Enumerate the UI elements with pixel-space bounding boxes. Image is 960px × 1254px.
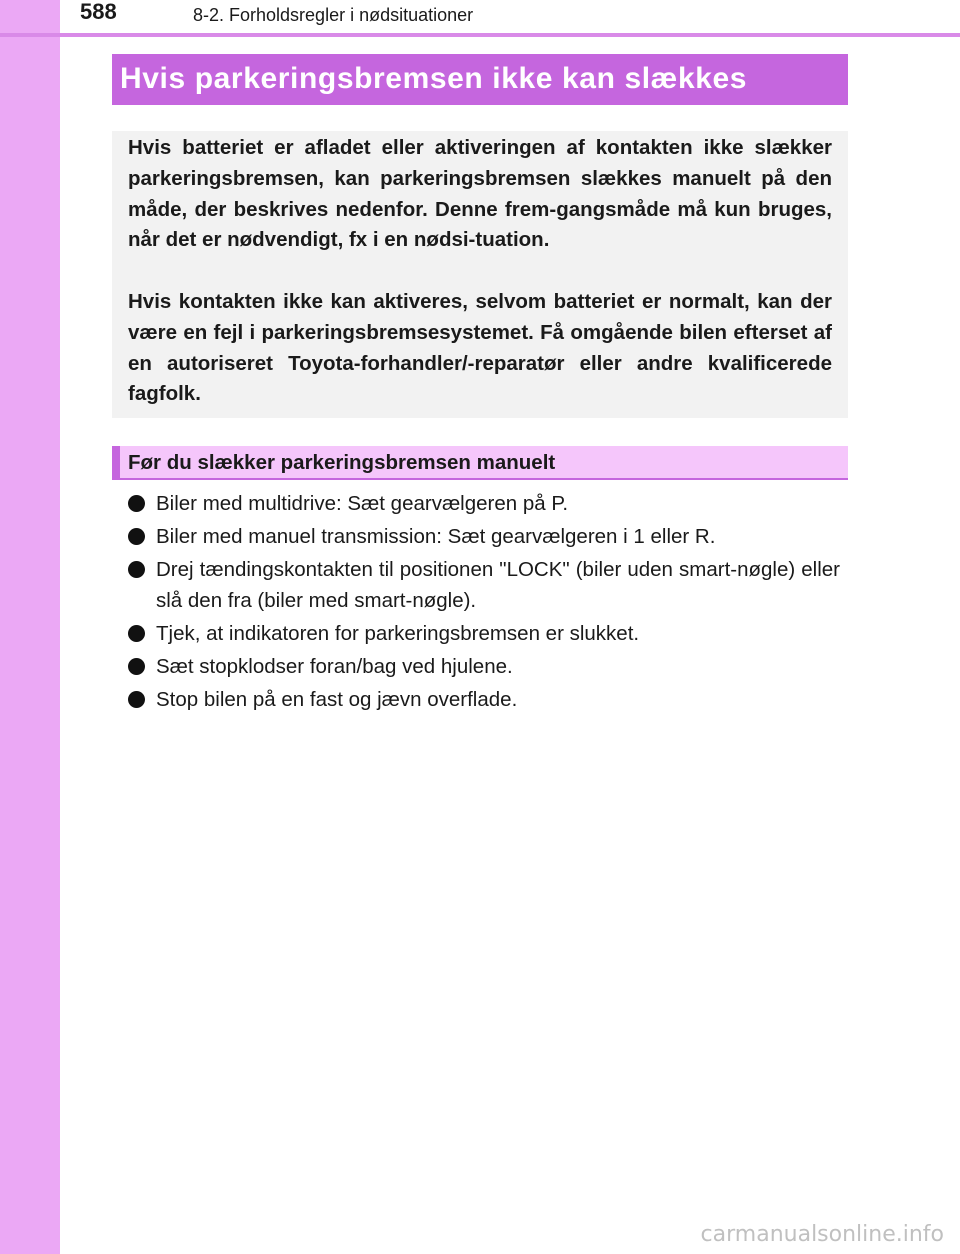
watermark: carmanualsonline.info	[700, 1222, 944, 1247]
list-item	[128, 651, 840, 682]
bullet-icon	[128, 691, 145, 708]
header-rule	[0, 33, 960, 37]
list-item	[128, 521, 840, 552]
intro-paragraph-1: Hvis batteriet er afladet eller aktiveringen af kontakten ikke slækker parkeringsbremsen, kan parkeringsbremsen slækkes manuelt på den måde, der beskrives nedenfor. Denne frem-gangsmåde må kun bruges, når det er nødvendigt, fx i en nødsi-tuation.	[128, 136, 832, 252]
list-item-text: Stop bilen på en fast og jævn overflade.	[156, 688, 518, 711]
list-item	[128, 554, 840, 616]
list-item-text: Biler med multidrive: Sæt gearvælgeren på P.	[156, 492, 569, 515]
side-color-band	[0, 0, 60, 1254]
bullet-icon	[128, 658, 145, 675]
list-item-text: Tjek, at indikatoren for parkeringsbremsen er slukket.	[156, 622, 640, 645]
intro-paragraph-2: Hvis kontakten ikke kan aktiveres, selvom batteriet er normalt, kan der være en fejl i parkeringsbremsesystemet. Få omgående bilen efterset af en autoriseret Toyota-forhandler/-reparatør eller andre kvalificerede fagfolk.	[128, 290, 832, 406]
subheading-text: Før du slækker parkeringsbremsen manuelt	[128, 451, 556, 474]
list-item	[128, 488, 840, 519]
section-title: 8-2. Forholdsregler i nødsituationer	[193, 5, 474, 25]
bullet-icon	[128, 495, 145, 512]
title-bar	[112, 54, 848, 105]
list-item	[128, 618, 840, 649]
bullet-icon	[128, 528, 145, 545]
list-item-text: Sæt stopklodser foran/bag ved hjulene.	[156, 655, 513, 678]
list-item	[128, 684, 840, 715]
subheading-bar	[112, 446, 848, 480]
page-title: Hvis parkeringsbremsen ikke kan slækkes	[120, 62, 748, 95]
bullet-icon	[128, 561, 145, 578]
page-number: 588	[80, 0, 117, 24]
list-item-text: Drej tændingskontakten til positionen "LOCK" (biler uden smart-nøgle) eller slå den fra (biler med smart-nøgle).	[156, 558, 840, 612]
list-item-text: Biler med manuel transmission: Sæt gearvælgeren i 1 eller R.	[156, 525, 716, 548]
bullet-list	[128, 488, 840, 717]
bullet-icon	[128, 625, 145, 642]
intro-box	[112, 131, 848, 418]
